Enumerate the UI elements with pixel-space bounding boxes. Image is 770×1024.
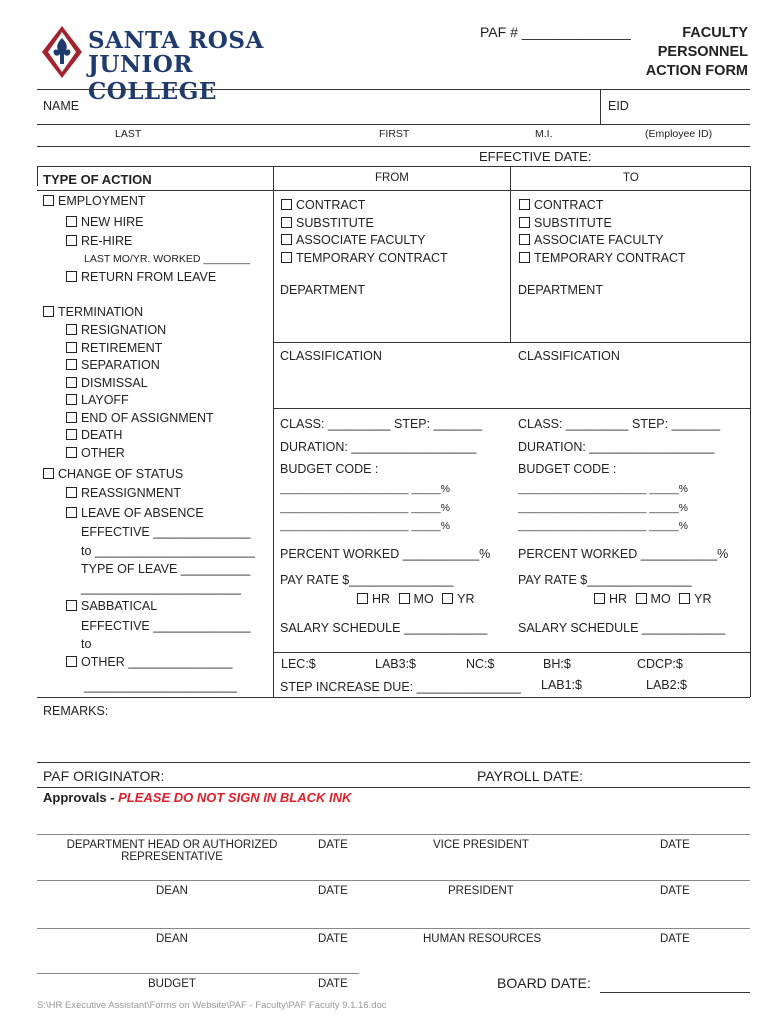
- to-budget-line-1[interactable]: ______________________ _____%: [518, 483, 688, 495]
- lab1-field[interactable]: LAB1:$: [541, 678, 583, 692]
- new-hire-checkbox[interactable]: [66, 216, 77, 227]
- mid-col-divider: [510, 166, 511, 342]
- form-title: [646, 24, 748, 81]
- type-of-leave-field[interactable]: TYPE OF LEAVE __________: [81, 562, 251, 576]
- other-status-checkbox[interactable]: [66, 656, 77, 667]
- classification-rule: [273, 342, 750, 343]
- effective-date-label: EFFECTIVE DATE:: [479, 149, 592, 164]
- eid-divider: [600, 89, 601, 125]
- name-bottom-rule: [37, 124, 750, 125]
- from-salary-schedule-field[interactable]: SALARY SCHEDULE ____________: [280, 621, 488, 635]
- to-duration-field[interactable]: DURATION: __________________: [518, 440, 715, 454]
- to-contract-checkbox[interactable]: [519, 199, 530, 210]
- from-pay-period: HR MO YR: [357, 592, 475, 606]
- change-of-status-checkbox[interactable]: [43, 468, 54, 479]
- resignation-option[interactable]: RESIGNATION: [66, 323, 166, 337]
- step-increase-field[interactable]: STEP INCREASE DUE: _______________: [280, 680, 521, 694]
- to-class-step-field[interactable]: CLASS: _________ STEP: _______: [518, 417, 721, 431]
- type-of-action-title: TYPE OF ACTION: [43, 172, 152, 187]
- re-hire-option[interactable]: RE-HIRE: [66, 234, 132, 248]
- other-status-blank[interactable]: ______________________: [84, 679, 237, 693]
- date-label-2a: DATE: [318, 885, 348, 897]
- dismissal-option[interactable]: DISMISSAL: [66, 376, 148, 390]
- sabbatical-effective-field[interactable]: EFFECTIVE ______________: [81, 619, 251, 633]
- paf-number-field[interactable]: PAF # ______________: [480, 24, 631, 40]
- payroll-date-label: PAYROLL DATE:: [477, 768, 584, 784]
- to-budget-line-3[interactable]: ______________________ _____%: [518, 520, 688, 532]
- date-label-1b: DATE: [660, 839, 690, 851]
- to-substitute-option[interactable]: SUBSTITUTE: [519, 216, 612, 230]
- leave-to-field[interactable]: to _______________________: [81, 544, 255, 558]
- other-option[interactable]: OTHER: [66, 446, 125, 460]
- form-title-line-3: ACTION FORM: [645, 63, 748, 79]
- to-contract-option[interactable]: CONTRACT: [519, 198, 603, 212]
- from-yr-checkbox[interactable]: [442, 593, 453, 604]
- originator-top-rule: [37, 762, 750, 763]
- to-temporary-contract-checkbox[interactable]: [519, 252, 530, 263]
- from-class-step-field[interactable]: CLASS: _________ STEP: _______: [280, 417, 483, 431]
- signature-rule-4: [37, 973, 359, 974]
- change-of-status-option[interactable]: CHANGE OF STATUS: [43, 467, 183, 481]
- eid-input[interactable]: [635, 92, 745, 122]
- to-salary-schedule-field[interactable]: SALARY SCHEDULE ____________: [518, 621, 726, 635]
- leave-effective-field[interactable]: EFFECTIVE ______________: [81, 525, 251, 539]
- approvals-warning: PLEASE DO NOT SIGN IN BLACK INK: [118, 790, 352, 805]
- logo-line-1: SANTA ROSA: [88, 27, 264, 54]
- approvals-heading: Approvals - PLEASE DO NOT SIGN IN BLACK INK: [43, 790, 352, 805]
- from-hr-checkbox[interactable]: [357, 593, 368, 604]
- separation-checkbox[interactable]: [66, 359, 77, 370]
- to-budget-code-label: BUDGET CODE :: [518, 462, 617, 476]
- first-caption: FIRST: [379, 128, 410, 140]
- type-of-leave-blank[interactable]: _______________________: [81, 581, 241, 595]
- board-date-label: BOARD DATE:: [497, 975, 591, 991]
- lab3-field[interactable]: LAB3:$: [375, 657, 417, 671]
- date-label-2b: DATE: [660, 885, 690, 897]
- termination-option[interactable]: TERMINATION: [43, 305, 143, 319]
- signature-rule-2: [37, 880, 750, 881]
- logo-line-2: JUNIOR COLLEGE: [88, 51, 217, 105]
- new-hire-option[interactable]: NEW HIRE: [66, 215, 144, 229]
- from-pay-rate-field[interactable]: PAY RATE $_______________: [280, 573, 454, 587]
- from-contract-option[interactable]: CONTRACT: [281, 198, 365, 212]
- cdcp-field[interactable]: CDCP:$: [637, 657, 683, 671]
- dismissal-checkbox[interactable]: [66, 377, 77, 388]
- from-duration-field[interactable]: DURATION: __________________: [280, 440, 477, 454]
- mi-caption: M.I.: [535, 128, 553, 140]
- left-col-divider: [273, 166, 274, 697]
- separation-option[interactable]: SEPARATION: [66, 358, 160, 372]
- layoff-option[interactable]: LAYOFF: [66, 393, 129, 407]
- from-budget-line-1[interactable]: ______________________ _____%: [280, 483, 450, 495]
- dean-label-2: DEAN: [156, 933, 188, 945]
- to-department-label: DEPARTMENT: [518, 283, 603, 297]
- name-label: NAME: [43, 99, 80, 113]
- remarks-input[interactable]: [110, 702, 745, 757]
- from-substitute-checkbox[interactable]: [281, 217, 292, 228]
- other-checkbox[interactable]: [66, 447, 77, 458]
- from-contract-checkbox[interactable]: [281, 199, 292, 210]
- end-of-assignment-checkbox[interactable]: [66, 412, 77, 423]
- to-substitute-checkbox[interactable]: [519, 217, 530, 228]
- grid-bottom-rule: [37, 697, 750, 698]
- from-associate-faculty-option[interactable]: ASSOCIATE FACULTY: [281, 233, 425, 247]
- dean-label-1: DEAN: [156, 885, 188, 897]
- to-pay-rate-field[interactable]: PAY RATE $_______________: [518, 573, 692, 587]
- from-department-label: DEPARTMENT: [280, 283, 365, 297]
- dept-head-label: DEPARTMENT HEAD OR AUTHORIZED REPRESENTATIVE: [66, 839, 278, 863]
- date-label-1a: DATE: [318, 839, 348, 851]
- form-title-line-2: PERSONNEL: [657, 44, 748, 60]
- left-edge-type-action: [37, 166, 38, 186]
- to-pay-period: HR MO YR: [594, 592, 712, 606]
- to-classification-label: CLASSIFICATION: [518, 349, 620, 363]
- layoff-checkbox[interactable]: [66, 394, 77, 405]
- lec-row-rule: [273, 652, 750, 653]
- from-associate-faculty-checkbox[interactable]: [281, 234, 292, 245]
- board-date-line[interactable]: [600, 992, 750, 993]
- resignation-checkbox[interactable]: [66, 324, 77, 335]
- to-percent-worked-field[interactable]: PERCENT WORKED ___________%: [518, 547, 729, 561]
- other-status-option[interactable]: OTHER _______________: [66, 655, 233, 669]
- budget-label: BUDGET: [148, 978, 196, 990]
- lab2-field[interactable]: LAB2:$: [646, 678, 688, 692]
- from-budget-code-label: BUDGET CODE :: [280, 462, 379, 476]
- type-of-action-rule: [37, 190, 273, 191]
- from-percent-worked-field[interactable]: PERCENT WORKED ___________%: [280, 547, 491, 561]
- leave-of-absence-option[interactable]: LEAVE OF ABSENCE: [66, 506, 204, 520]
- form-title-line-1: FACULTY: [682, 25, 748, 41]
- vice-president-label: VICE PRESIDENT: [433, 839, 529, 851]
- class-step-rule: [273, 408, 750, 409]
- date-label-4a: DATE: [318, 978, 348, 990]
- to-temporary-contract-option[interactable]: TEMPORARY CONTRACT: [519, 251, 686, 265]
- retirement-checkbox[interactable]: [66, 342, 77, 353]
- footer-file-path: S:\HR Executive Assistant\Forms on Website\PAF - Faculty\PAF Faculty 9.1.16.doc: [37, 1000, 387, 1011]
- last-mo-yr-field[interactable]: LAST MO/YR. WORKED ________: [84, 253, 251, 265]
- employment-option[interactable]: EMPLOYMENT: [43, 194, 146, 208]
- logo-emblem-icon: [40, 24, 84, 80]
- date-label-3a: DATE: [318, 933, 348, 945]
- reassignment-checkbox[interactable]: [66, 487, 77, 498]
- from-to-rule: [273, 190, 750, 191]
- name-input[interactable]: [90, 92, 595, 122]
- from-budget-line-2[interactable]: ______________________ _____%: [280, 502, 450, 514]
- to-mo-checkbox[interactable]: [636, 593, 647, 604]
- nc-field[interactable]: NC:$: [466, 657, 495, 671]
- from-budget-line-3[interactable]: ______________________ _____%: [280, 520, 450, 532]
- from-classification-label: CLASSIFICATION: [280, 349, 382, 363]
- employment-checkbox[interactable]: [43, 195, 54, 206]
- lec-field[interactable]: LEC:$: [281, 657, 316, 671]
- human-resources-label: HUMAN RESOURCES: [423, 933, 542, 945]
- originator-bottom-rule: [37, 787, 750, 788]
- college-logo: [40, 24, 300, 105]
- date-label-3b: DATE: [660, 933, 690, 945]
- bh-field[interactable]: BH:$: [543, 657, 571, 671]
- effective-date-bottom-rule: [37, 166, 750, 167]
- leave-of-absence-checkbox[interactable]: [66, 507, 77, 518]
- right-edge: [750, 166, 751, 697]
- paf-originator-label: PAF ORIGINATOR:: [43, 768, 165, 784]
- to-associate-faculty-option[interactable]: ASSOCIATE FACULTY: [519, 233, 663, 247]
- to-budget-line-2[interactable]: ______________________ _____%: [518, 502, 688, 514]
- to-associate-faculty-checkbox[interactable]: [519, 234, 530, 245]
- to-header: TO: [623, 172, 639, 184]
- termination-checkbox[interactable]: [43, 306, 54, 317]
- from-mo-checkbox[interactable]: [399, 593, 410, 604]
- sabbatical-checkbox[interactable]: [66, 600, 77, 611]
- to-yr-checkbox[interactable]: [679, 593, 690, 604]
- return-from-leave-option[interactable]: RETURN FROM LEAVE: [66, 270, 216, 284]
- sabbatical-to-field[interactable]: to: [81, 637, 92, 651]
- last-caption: LAST: [115, 128, 142, 140]
- end-of-assignment-option[interactable]: END OF ASSIGNMENT: [66, 411, 214, 425]
- eid-label: EID: [608, 99, 629, 113]
- death-checkbox[interactable]: [66, 429, 77, 440]
- president-label: PRESIDENT: [448, 885, 514, 897]
- employee-id-caption: (Employee ID): [645, 128, 713, 140]
- return-from-leave-checkbox[interactable]: [66, 271, 77, 282]
- signature-rule-3: [37, 928, 750, 929]
- retirement-option[interactable]: RETIREMENT: [66, 341, 162, 355]
- death-option[interactable]: DEATH: [66, 428, 122, 442]
- remarks-label: REMARKS:: [43, 704, 109, 718]
- sabbatical-option[interactable]: SABBATICAL: [66, 599, 157, 613]
- name-top-rule: [37, 89, 750, 90]
- re-hire-checkbox[interactable]: [66, 235, 77, 246]
- from-temporary-contract-option[interactable]: TEMPORARY CONTRACT: [281, 251, 448, 265]
- from-temporary-contract-checkbox[interactable]: [281, 252, 292, 263]
- to-hr-checkbox[interactable]: [594, 593, 605, 604]
- signature-rule-1: [37, 834, 750, 835]
- from-substitute-option[interactable]: SUBSTITUTE: [281, 216, 374, 230]
- effective-date-top-rule: [37, 146, 750, 147]
- reassignment-option[interactable]: REASSIGNMENT: [66, 486, 181, 500]
- from-header: FROM: [375, 172, 409, 184]
